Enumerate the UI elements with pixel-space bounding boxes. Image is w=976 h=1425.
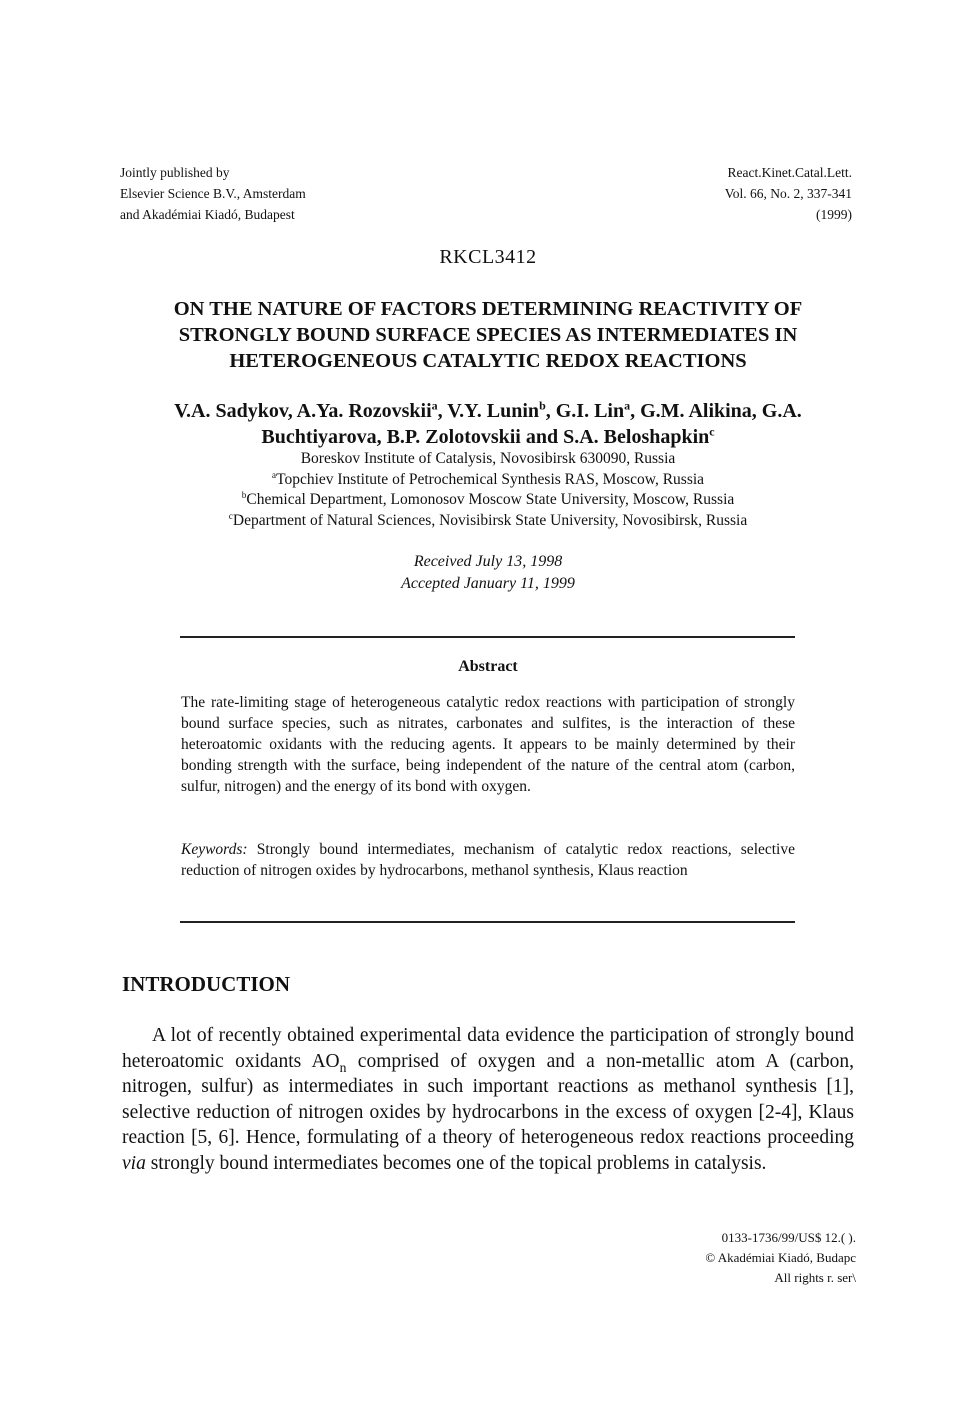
publisher-line-1: Jointly published by <box>120 165 230 180</box>
publisher-line-3: and Akadémiai Kiadó, Budapest <box>120 207 295 222</box>
keywords-text: Strongly bound intermediates, mechanism of catalytic redox reactions, selective reduction of nitrogen oxides by hydrocarbons, methanol synthesis, Klaus reaction <box>181 841 795 879</box>
author-line-1: V.A. Sadykov, A.Ya. Rozovskii$^a$, V.Y. Lunin$^b$, G.I. Lin$^a$, G.M. Alikina, G.A. <box>174 398 802 422</box>
journal-name: React.Kinet.Catal.Lett. <box>727 165 852 180</box>
introduction-heading: INTRODUCTION <box>122 972 291 996</box>
accepted-date: Accepted January 11, 1999 <box>401 575 575 592</box>
dates <box>0 551 976 595</box>
journal-volume: Vol. 66, No. 2, 337-341 <box>724 186 852 201</box>
footer-line-1: 0133-1736/99/US$ 12.( ). <box>721 1230 856 1245</box>
journal-info <box>725 162 852 225</box>
abstract-heading: Abstract <box>458 658 518 675</box>
author-line-2: Buchtiyarova, B.P. Zolotovskii and S.A. Beloshapkin$^c$ <box>261 424 715 448</box>
affiliation-b: $^b$Chemical Department, Lomonosov Moscow State University, Moscow, Russia <box>241 490 735 508</box>
affiliations <box>100 449 876 531</box>
abstract-text: The rate-limiting stage of heterogeneous catalytic redox reactions with participation of strongly bound surface species, such as nitrates, carbonates and sulfites, is the interaction of these heteroatomic oxidants with the reducing agents. It appears to be mainly determined by their bonding strength with the surface, being independent of the nature of the central atom (carbon, sulfur, nitrogen) and the energy of its bond with oxygen. <box>181 694 795 795</box>
keywords <box>181 839 795 881</box>
introduction-body <box>122 1023 854 1176</box>
footer-line-3: All rights r. ser\ <box>774 1270 856 1285</box>
title-line-3: HETEROGENEOUS CATALYTIC REDOX REACTIONS <box>229 350 747 372</box>
author-list <box>100 398 876 450</box>
journal-year: (1999) <box>816 207 852 222</box>
received-date: Received July 13, 1998 <box>413 553 563 570</box>
affiliation-main: Boreskov Institute of Catalysis, Novosibirsk 630090, Russia <box>300 450 676 467</box>
abstract-bottom-rule <box>180 921 795 923</box>
title-line-1: ON THE NATURE OF FACTORS DETERMINING REACTIVITY OF <box>173 298 803 320</box>
publisher-line-2: Elsevier Science B.V., Amsterdam <box>120 186 306 201</box>
abstract-top-rule <box>180 636 795 638</box>
introduction-paragraph: A lot of recently obtained experimental data evidence the participation of strongly bound heteroatomic oxidants $AO_n$ comprised of oxygen and a non-metallic atom A (carbon, nitrogen, sulfur) as intermediates in such important reactions as methanol synthesis [1], selective reduction of nitrogen oxides by hydrocarbons in the excess of oxygen [2-4], Klaus reaction [5, 6]. Hence, formulating of a theory of heterogeneous redox reactions proceeding via strongly bound intermediates becomes one of the topical problems in catalysis. <box>122 1025 855 1174</box>
affiliation-a: $^a$Topchiev Institute of Petrochemical Synthesis RAS, Moscow, Russia <box>271 470 705 488</box>
copyright-footer <box>705 1228 856 1288</box>
affiliation-c: $^c$Department of Natural Sciences, Novisibirsk State University, Novosibirsk, Russia <box>228 511 748 529</box>
article-code: RKCL3412 <box>439 246 537 268</box>
footer-line-2: © Akadémiai Kiadó, Budapc <box>705 1250 856 1265</box>
publisher-info <box>120 162 306 225</box>
title-line-2: STRONGLY BOUND SURFACE SPECIES AS INTERMEDIATES IN <box>178 324 798 346</box>
paper-title <box>100 296 876 374</box>
keywords-label: Keywords: <box>181 841 248 858</box>
